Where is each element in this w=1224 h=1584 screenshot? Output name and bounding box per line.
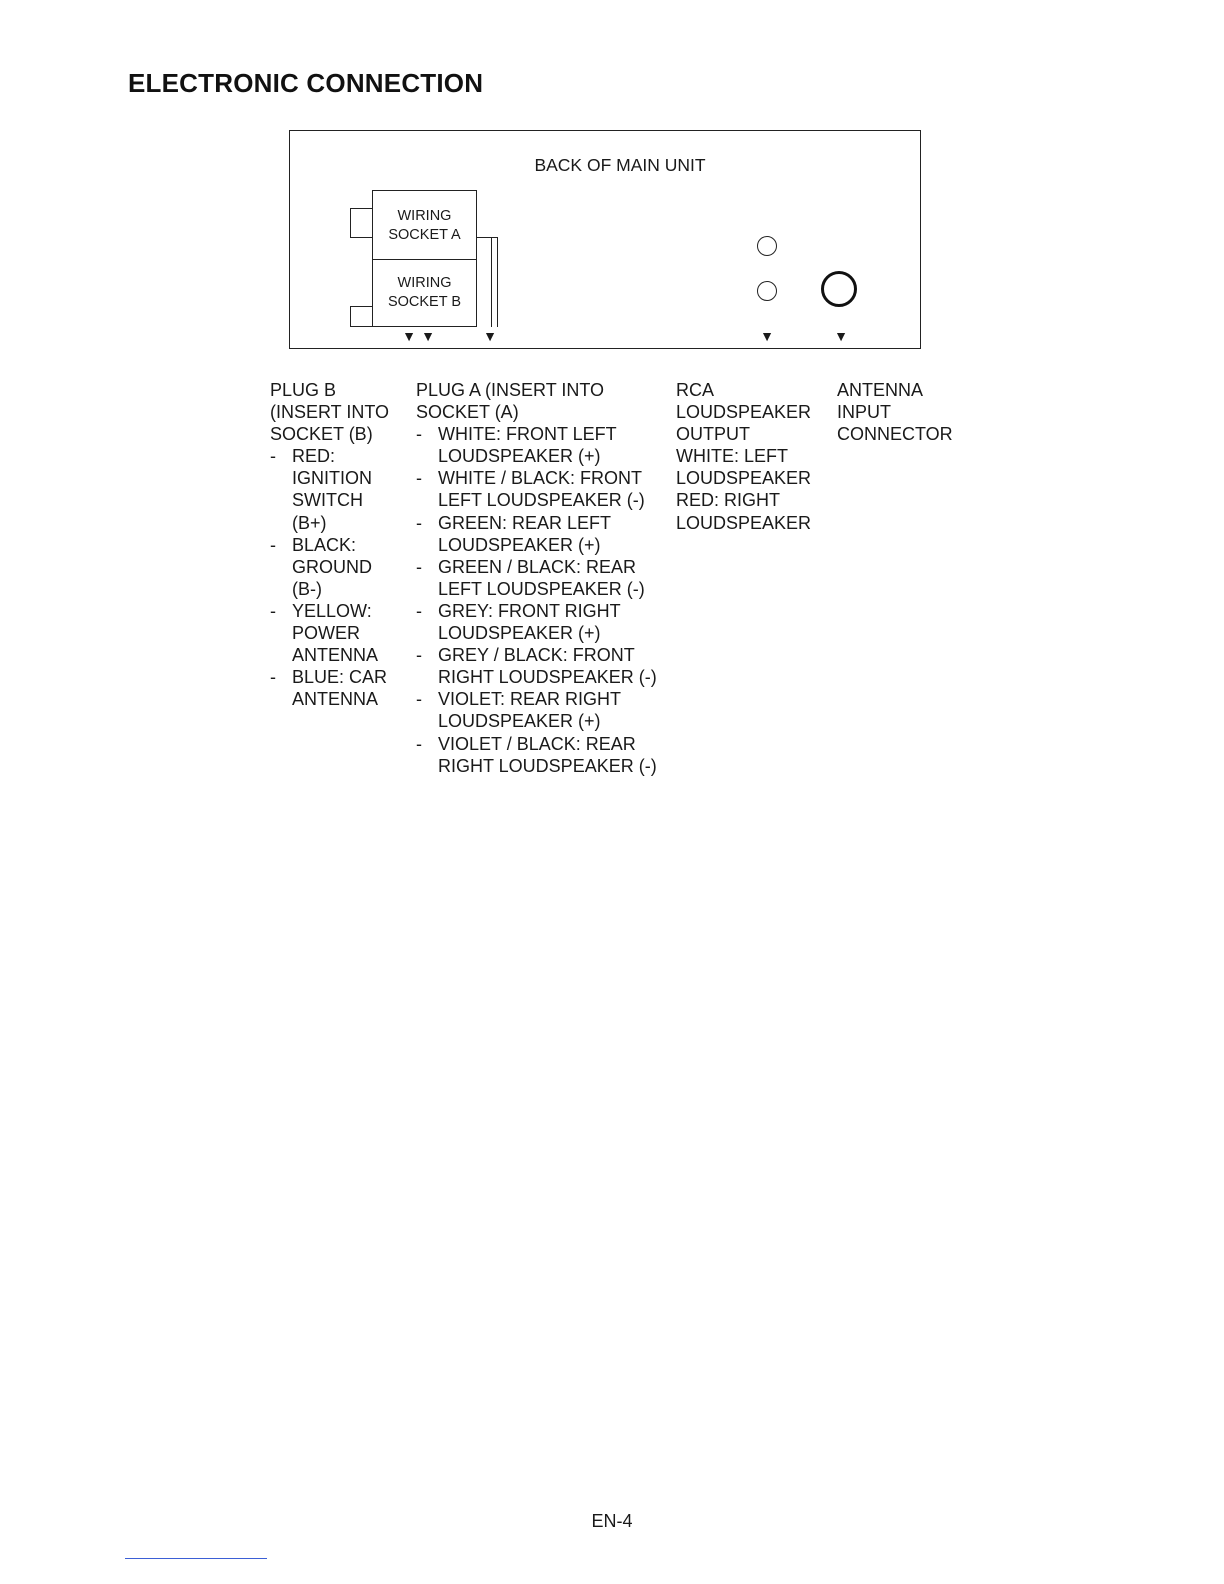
page-title: ELECTRONIC CONNECTION	[128, 68, 484, 98]
list-item: - WHITE / BLACK: FRONT LEFT LOUDSPEAKER (-)	[416, 467, 666, 511]
list-item: - YELLOW: POWER ANTENNA	[270, 600, 410, 666]
list-item: - GREY: FRONT RIGHT LOUDSPEAKER (+)	[416, 600, 666, 644]
list-item: - GREY / BLACK: FRONT RIGHT LOUDSPEAKER (-)	[416, 644, 666, 688]
page-number: EN-4	[591, 1511, 633, 1531]
socket-b-tab	[350, 306, 374, 327]
plug-a-wire-list	[416, 423, 666, 777]
plug-a-arrow-icon: ▼	[483, 328, 497, 344]
rca-arrow-icon: ▼	[760, 328, 774, 344]
plug-b-wire-list	[270, 445, 410, 710]
list-item: - RED: IGNITION SWITCH (B+)	[270, 445, 410, 533]
antenna-input-jack	[821, 271, 857, 307]
wiring-socket-b	[372, 259, 477, 327]
plug-b-heading: PLUG B (INSERT INTO SOCKET (B)	[270, 380, 390, 445]
back-of-main-unit-diagram	[289, 130, 921, 349]
list-item: - BLACK: GROUND (B-)	[270, 534, 410, 600]
antenna-arrow-icon: ▼	[834, 328, 848, 344]
plug-b-arrow-icon: ▼	[402, 328, 416, 344]
list-item: - BLUE: CAR ANTENNA	[270, 666, 410, 710]
plug-b-column	[270, 379, 410, 710]
rca-output-white-jack	[757, 236, 777, 256]
rca-column	[676, 379, 836, 534]
plug-b-arrow-icon: ▼	[421, 328, 435, 344]
socket-a-tab	[350, 208, 374, 238]
list-item: - GREEN / BLACK: REAR LEFT LOUDSPEAKER (-)	[416, 556, 666, 600]
plug-a-heading: PLUG A (INSERT INTO SOCKET (A)	[416, 380, 605, 423]
list-item: - VIOLET / BLACK: REAR RIGHT LOUDSPEAKER (-)	[416, 733, 666, 777]
wiring-socket-b-label: WIRING SOCKET B	[387, 275, 462, 310]
wiring-socket-a-label: WIRING SOCKET A	[388, 207, 461, 243]
rca-heading: RCA LOUDSPEAKER OUTPUT WHITE: LEFT LOUDSPEAKER RED: RIGHT LOUDSPEAKER	[676, 380, 812, 533]
plug-a-column	[416, 379, 666, 777]
list-item: - WHITE: FRONT LEFT LOUDSPEAKER (+)	[416, 423, 666, 467]
antenna-heading: ANTENNA INPUT CONNECTOR	[837, 380, 953, 445]
socket-a-lead-inner	[475, 237, 492, 327]
list-item: - GREEN: REAR LEFT LOUDSPEAKER (+)	[416, 512, 666, 556]
diagram-title: BACK OF MAIN UNIT	[534, 155, 706, 175]
wiring-socket-a	[372, 190, 477, 261]
rca-output-red-jack	[757, 281, 777, 301]
list-item: - VIOLET: REAR RIGHT LOUDSPEAKER (+)	[416, 688, 666, 732]
antenna-column	[837, 379, 987, 445]
footer-rule	[125, 1558, 267, 1559]
